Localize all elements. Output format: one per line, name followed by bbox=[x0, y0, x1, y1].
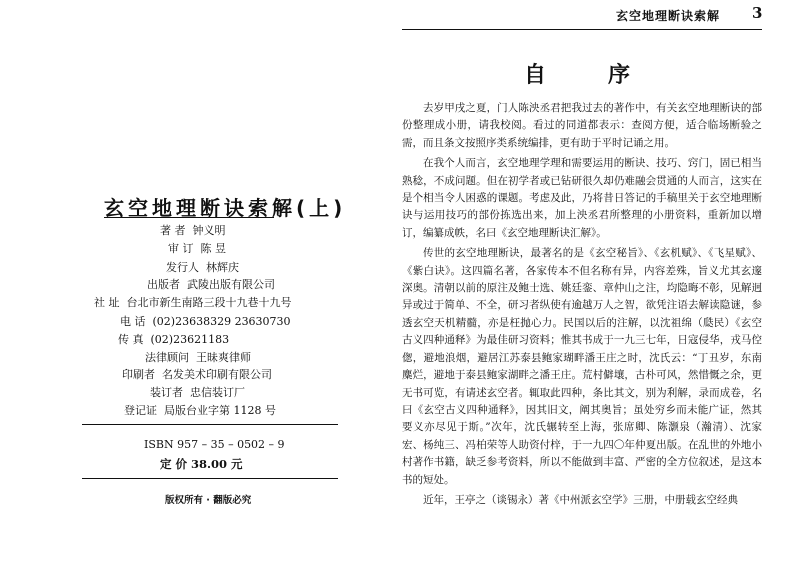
paragraph: 近年，王亭之（谈锡永）著《中州派玄空学》三册，中册载玄空经典 bbox=[423, 493, 738, 506]
credit-address: 社 址 台北市新生南路三段十九巷十九号 bbox=[94, 296, 292, 309]
preface-body bbox=[402, 100, 762, 512]
credit-phone: 电 话 (02)23638329 23630730 bbox=[120, 315, 291, 328]
divider-bottom bbox=[82, 478, 338, 479]
credit-reviewer: 审 订 陈 昱 bbox=[168, 242, 226, 255]
book-title: 玄空地理断诀索解(上) bbox=[104, 196, 347, 220]
price: 定 价 38.00 元 bbox=[160, 457, 243, 471]
credit-legal: 法律顾问 王昧爽律师 bbox=[145, 351, 251, 364]
page-number: 3 bbox=[752, 4, 763, 22]
running-head: 玄空地理断诀索解 bbox=[616, 9, 721, 23]
credit-publisher: 出版者 武陵出版有限公司 bbox=[147, 278, 275, 291]
rights-notice: 版权所有 · 翻版必究 bbox=[165, 495, 252, 506]
credit-publisher-person: 发行人 林辉庆 bbox=[166, 261, 239, 274]
divider-top bbox=[82, 424, 338, 425]
credit-binder: 装订者 忠信装订厂 bbox=[150, 386, 245, 399]
credit-author: 著 者 钟义明 bbox=[160, 224, 226, 237]
isbn: ISBN 957 – 35 – 0502 – 9 bbox=[144, 438, 285, 451]
left-page bbox=[0, 0, 390, 576]
credit-printer: 印刷者 名发美术印刷有限公司 bbox=[122, 368, 272, 381]
section-title: 自序 bbox=[524, 63, 693, 88]
paragraph: 在我个人而言，玄空地理学理和需要运用的断诀、技巧、窍门，固已相当熟稔，不成问题。但在初学者或已钻研很久却仍难融会贯通的人而言，这实在是个相当令人困惑的课题。考虑及此，乃将昔日答记的手稿里关于玄空地理断诀与运用技巧的部份拣选出来，加上泱丞君所整理的小册资料，重新加以增订，编纂成帙，名曰《玄空地理断诀汇解》。 bbox=[402, 157, 762, 239]
credit-registration: 登记证 局版台业字第 1128 号 bbox=[124, 404, 276, 417]
title-underline bbox=[104, 217, 274, 218]
credit-fax: 传 真 (02)23621183 bbox=[118, 333, 230, 346]
right-page bbox=[390, 0, 793, 576]
paragraph: 传世的玄空地理断诀，最著名的是《玄空秘旨》、《玄机赋》、《飞星赋》、《紫白诀》。这四篇名著，各家传本不但名称有异，内容差殊，旨义尤其玄邃深奥。清朝以前的原注及鲍士选、姚廷銮、章仲山之注，均隐晦不彰，见解迥异或过于简单、不全，研习者纵使有逾越万人之智，欲凭注语去解读隐谜，参透玄空天机精髓，亦是枉抛心力。民国以后的注解，以沈祖绵（瓞民）《玄空古义四种通释》为最佳研习资料；惟其书成于一九三七年，日寇侵华，戎马倥偬，避地浪烟，避居江苏泰县鲍家瑚畔潘王庄之时，沈氏云：“丁丑岁，东南麋烂，避地于泰县鲍家湖畔之潘王庄。荒村僻壤，古朴可风，然惜慨之余，更无书可览，有请述玄空者。辄取此四种，条比其文，别为利解，录而成卷，名曰《玄空古义四种通释》，因其旧文，阐其奥旨；虽处穷乡而未能广证，然其要义亦尽见于斯。”次年，沈氏辗转至上海，张席卿、陈灏泉（瀚清）、沈家宏、杨纯三、冯柏荣等人助资付梓，于一九四〇年仲夏出版。在乱世的外地小村著作书籍，缺乏参考资料，所以不能做到丰富、严密的全方位叙述，是这本书的短处。 bbox=[402, 247, 762, 486]
header-rule bbox=[402, 29, 762, 30]
paragraph: 去岁甲戌之夏，门人陈泱丞君把我过去的著作中，有关玄空地理断诀的部份整理成小册，请我校阅。看过的同道都表示：查阅方便，适合临场断验之需，而且条文按照序类系统编排，更有助于平时记诵之用。 bbox=[402, 102, 762, 149]
